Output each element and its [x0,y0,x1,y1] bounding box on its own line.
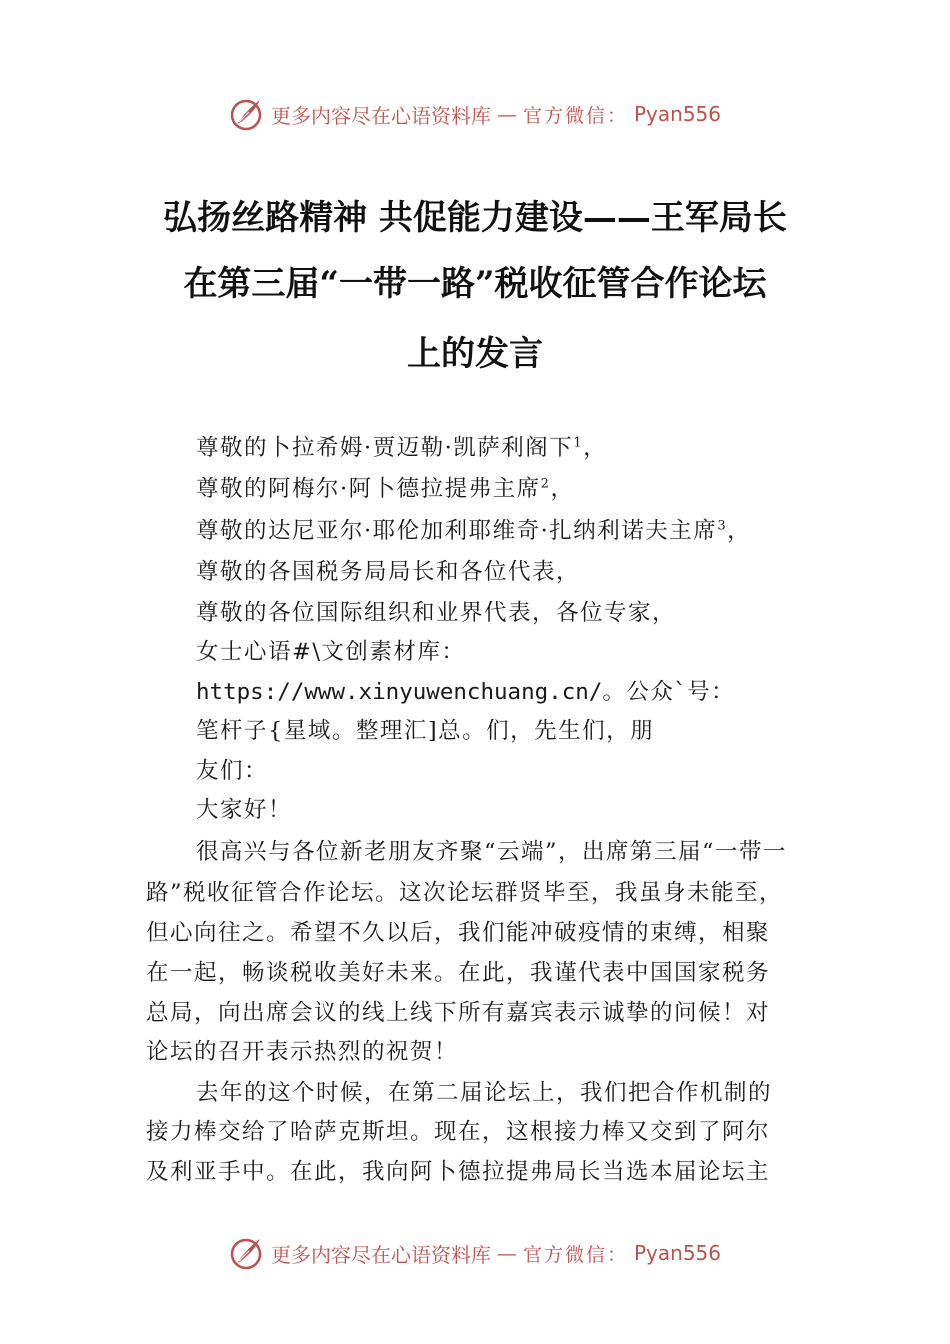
paragraph-line: 及利亚手中。在此，我向阿卜德拉提弗局长当选本届论坛主 [146,1159,771,1185]
inserted-text-line: 友们： [196,758,269,784]
footnote-marker: 3 [717,518,728,534]
watermark-header [0,94,950,134]
inserted-text-line: 笔杆子{星域。整理汇]总。们，先生们，朋 [196,718,655,744]
watermark-wechat-label: 官方微信： [522,104,628,127]
salutation-line: 尊敬的达尼亚尔·耶伦加利耶维奇·扎纳利诺夫主席$^3$， [196,518,752,544]
watermark-wechat-id: Pyan556 [634,1241,722,1265]
inserted-text-line: https://www.xinyuwenchuang.cn/。公众`号： [196,679,736,705]
watermark-footer [0,1233,950,1273]
paragraph-line: 很高兴与各位新老朋友齐聚“云端”，出席第三届“一带一 [196,839,788,865]
paragraph-line: 总局，向出席会议的线上线下所有嘉宾表示诚挚的问候！对 [146,1000,771,1026]
quill-logo-icon [229,1235,265,1271]
footnote-marker: 2 [540,476,551,492]
greeting: 大家好！ [196,797,293,823]
footnote-marker: 1 [573,435,584,451]
document-title-line-2: 在第三届“一带一路”税收征管合作论坛 [183,264,767,304]
paragraph-line: 论坛的召开表示热烈的祝贺！ [146,1039,459,1065]
watermark-separator: — [496,102,517,126]
watermark-separator: — [496,1241,517,1265]
salutation-line: 尊敬的卜拉希姆·贾迈勒·凯萨利阁下$^1$， [196,435,608,461]
document-title-line-1: 弘扬丝路精神 共促能力建设——王军局长 [163,198,787,238]
salutation-line: 尊敬的各位国际组织和业界代表，各位专家， [196,600,677,626]
quill-logo-icon [229,96,265,132]
paragraph-line: 路”税收征管合作论坛。这次论坛群贤毕至，我虽身未能至， [146,880,784,906]
watermark-wechat-id: Pyan556 [634,102,722,126]
watermark-brand: 更多内容尽在心语资料库 [270,103,491,128]
salutation-line: 尊敬的各国税务局局长和各位代表， [196,559,581,585]
watermark-brand: 更多内容尽在心语资料库 [270,1242,491,1267]
inserted-text-line: 女士心语#\文创素材库： [196,639,466,665]
watermark-wechat-label: 官方微信： [522,1243,628,1266]
document-title-line-3: 上的发言 [407,334,543,374]
paragraph-line: 去年的这个时候，在第二届论坛上，我们把合作机制的 [196,1080,773,1106]
inserted-url: https://www.xinyuwenchuang.cn/ [196,679,603,705]
paragraph-line: 在一起，畅谈税收美好未来。在此，我谨代表中国国家税务 [146,960,771,986]
paragraph-line: 但心向往之。希望不久以后，我们能冲破疫情的束缚，相聚 [146,920,771,946]
salutation-line: 尊敬的阿梅尔·阿卜德拉提弗主席$^2$， [196,476,575,502]
paragraph-line: 接力棒交给了哈萨克斯坦。现在，这根接力棒又交到了阿尔 [146,1119,771,1145]
